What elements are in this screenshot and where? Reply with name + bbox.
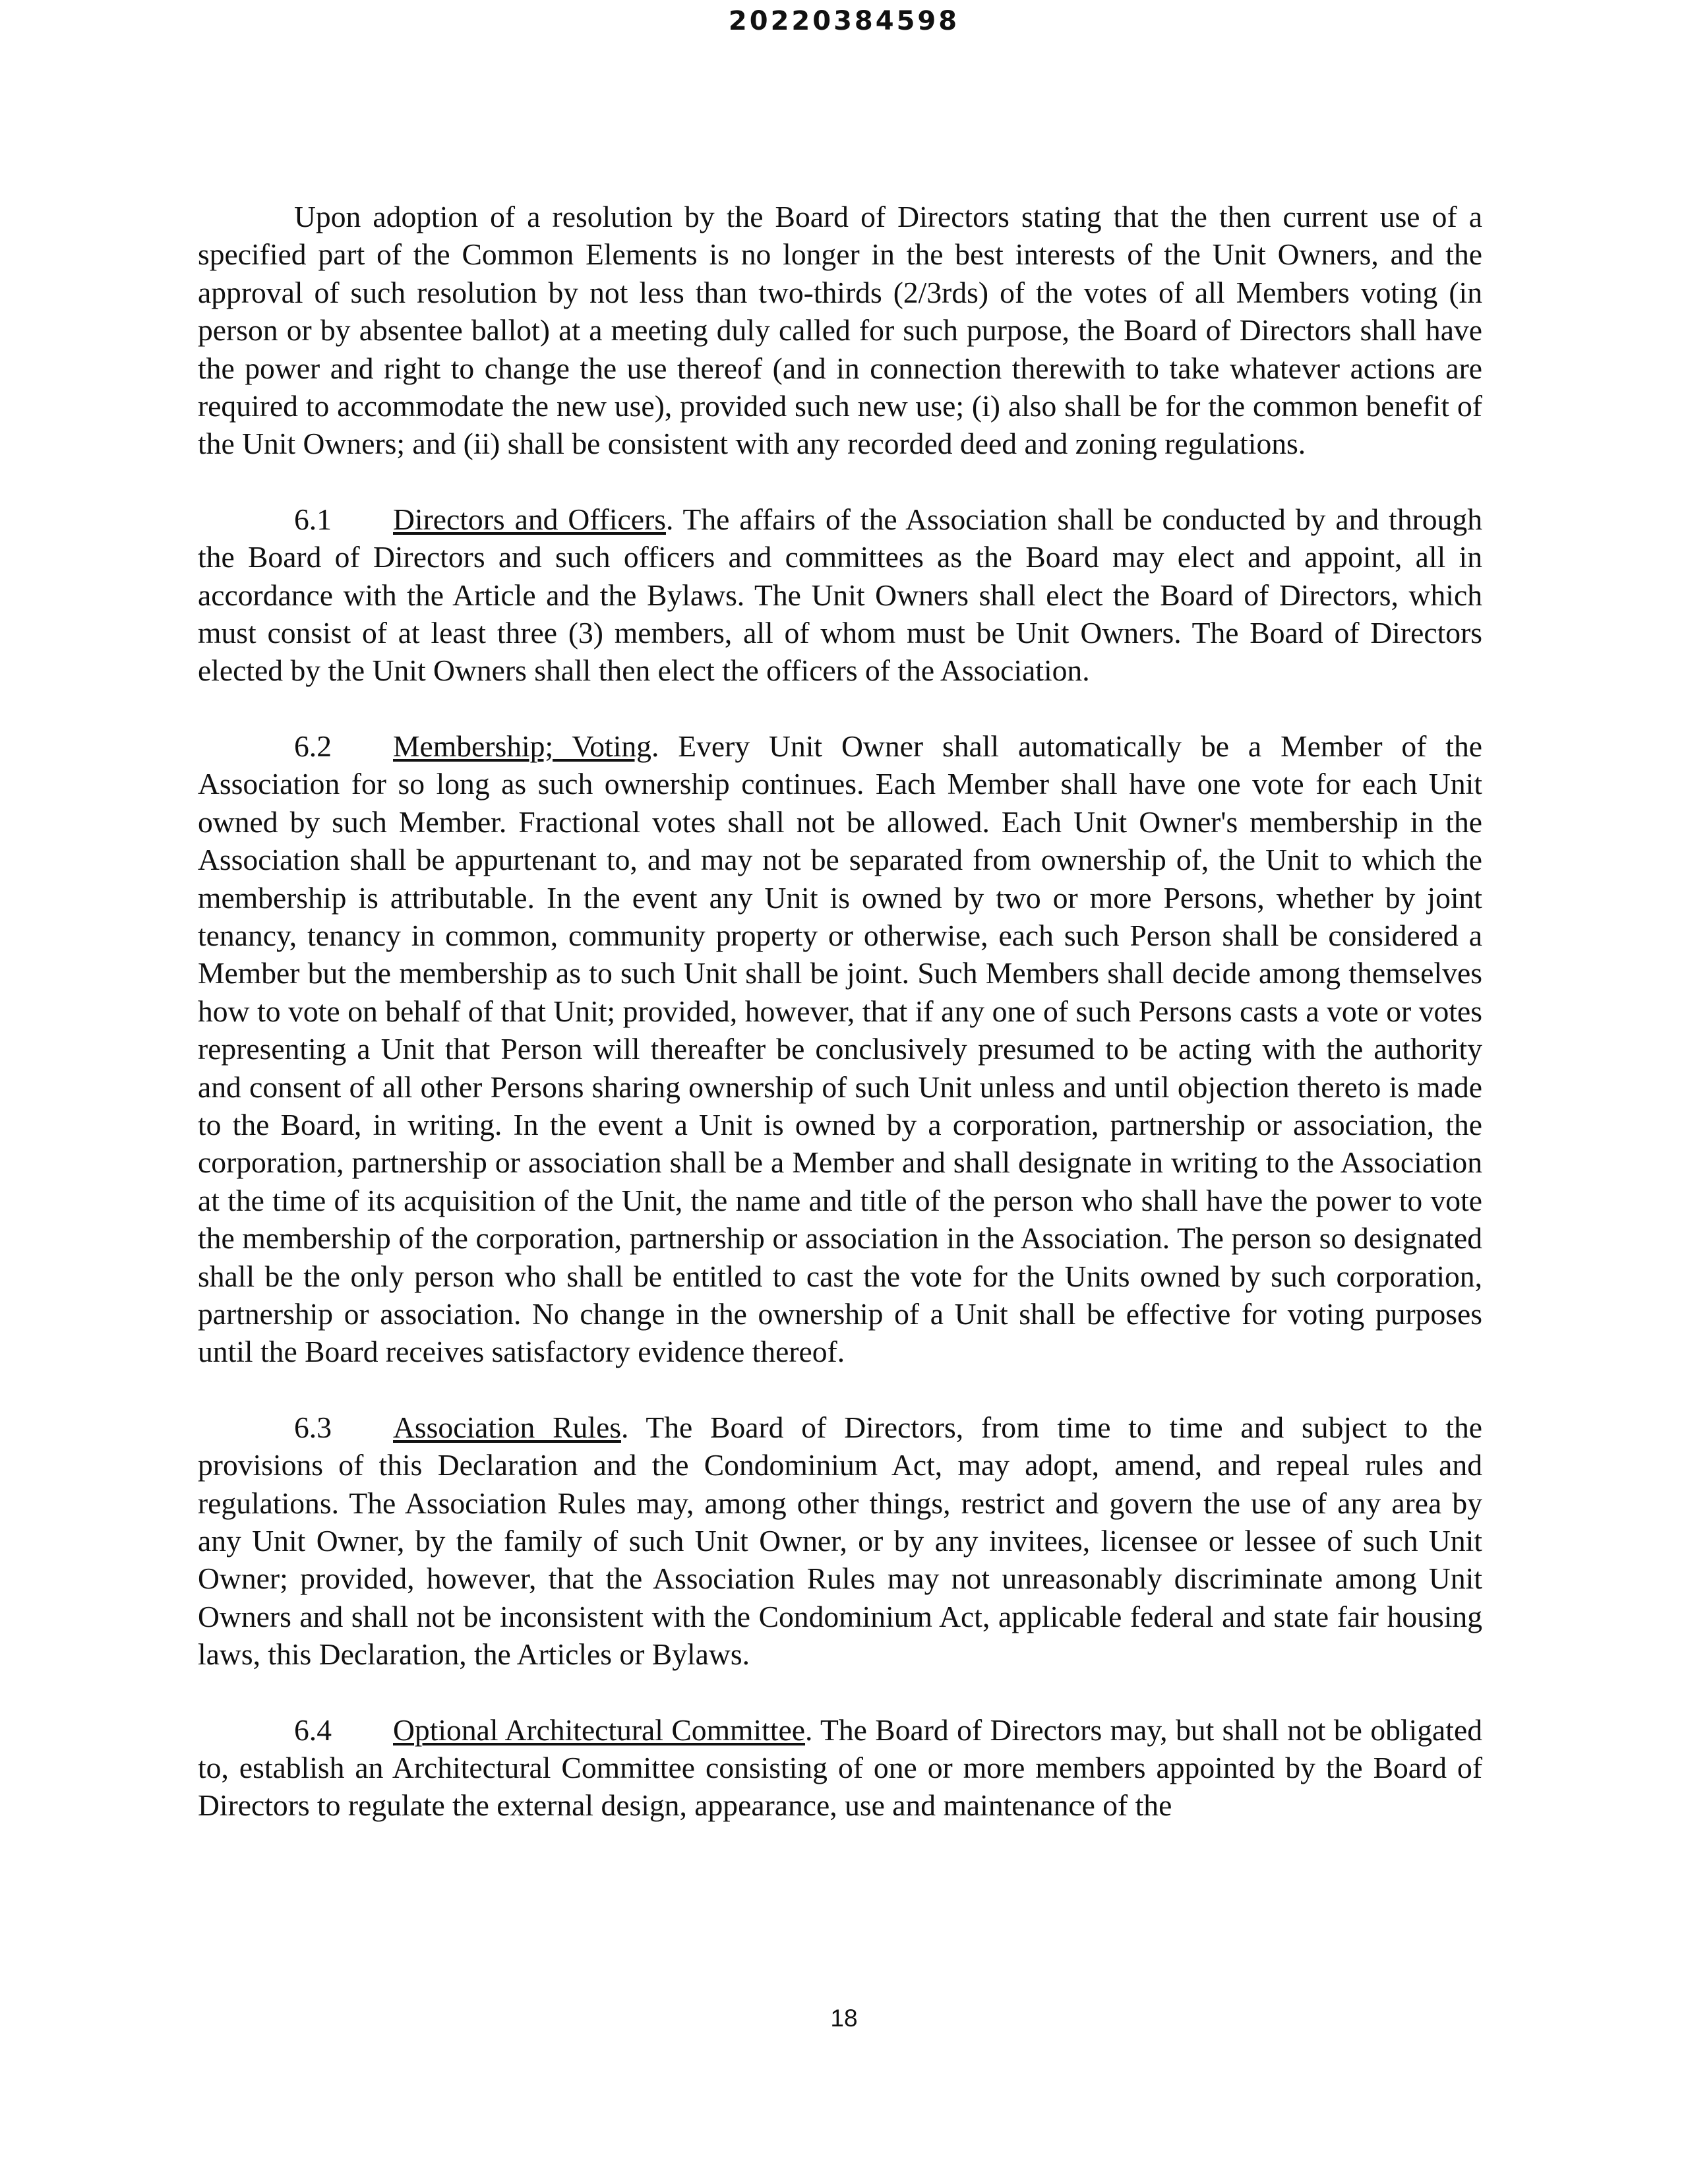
section-number: 6.2: [294, 729, 332, 763]
page-number: 18: [830, 2005, 858, 2032]
section-6-2: [198, 727, 1482, 1371]
section-text: . The Board of Directors may, but shall not be obligated to, establish an Architectural Committee consisting of one or more members appointed by the Board of Directors to regulate the external design, appearance, use and maintenance of the: [198, 1713, 1482, 1823]
section-text: . The affairs of the Association shall be conducted by and through the Board of Directors and such officers and committees as the Board may elect and appoint, all in accordance with the Article and the Bylaws. The Unit Owners shall elect the Board of Directors, which must consist of at least three (3) members, all of whom must be Unit Owners. The Board of Directors elected by the Unit Owners shall then elect the officers of the Association.: [198, 502, 1482, 688]
document-body: [198, 198, 1482, 1862]
section-number: 6.1: [294, 502, 332, 536]
section-6-3: [198, 1409, 1482, 1674]
document-number: 20220384598: [728, 6, 960, 36]
section-6-4: [198, 1711, 1482, 1825]
section-title: Membership; Voting: [393, 729, 651, 763]
section-title: Optional Architectural Committee: [393, 1713, 805, 1747]
intro-paragraph: Upon adoption of a resolution by the Board of Directors stating that the then current use of a specified part of the Common Elements is no longer in the best interests of the Unit Owners, and the approval of such resolution by not less than two-thirds (2/3rds) of the votes of all Members voting (in person or by absentee ballot) at a meeting duly called for such purpose, the Board of Directors shall have the power and right to change the use thereof (and in connection therewith to take whatever actions are required to accommodate the new use), provided such new use; (i) also shall be for the common benefit of the Unit Owners; and (ii) shall be consistent with any recorded deed and zoning regulations.: [198, 200, 1482, 461]
section-number: 6.3: [294, 1410, 332, 1444]
section-number: 6.4: [294, 1713, 332, 1747]
section-text: . Every Unit Owner shall automatically be a Member of the Association for so long as such ownership continues. Each Member shall have one vote for each Unit owned by such Member. Fractional votes shall not be allowed. Each Unit Owner's membership in the Association shall be appurtenant to, and may not be separated from ownership of, the Unit to which the membership is attributable. In the event any Unit is owned by two or more Persons, whether by joint tenancy, tenancy in common, community property or otherwise, each such Person shall be considered a Member but the membership as to such Unit shall be joint. Such Members shall decide among themselves how to vote on behalf of that Unit; provided, however, that if any one of such Persons casts a vote or votes representing a Unit that Person will thereafter be conclusively presumed to be acting with the authority and consent of all other Persons sharing ownership of such Unit unless and until objection thereto is made to the Board, in writing. In the event a Unit is owned by a corporation, partnership or association, the corporation, partnership or association shall be a Member and shall designate in writing to the Association at the time of its acquisition of the Unit, the name and title of the person who shall have the power to vote the membership of the corporation, partnership or association in the Association. The person so designated shall be the only person who shall be entitled to cast the vote for the Units owned by such corporation, partnership or association. No change in the ownership of a Unit shall be effective for voting purposes until the Board receives satisfactory evidence thereof.: [198, 729, 1482, 1369]
section-6-1: [198, 501, 1482, 690]
section-title: Association Rules: [393, 1410, 621, 1444]
section-title: Directors and Officers: [393, 502, 666, 536]
section-text: . The Board of Directors, from time to time and subject to the provisions of this Declaration and the Condominium Act, may adopt, amend, and repeal rules and regulations. The Association Rules may, among other things, restrict and govern the use of any area by any Unit Owner, by the family of such Unit Owner, or by any invitees, licensee or lessee of such Unit Owner; provided, however, that the Association Rules may not unreasonably discriminate among Unit Owners and shall not be inconsistent with the Condominium Act, applicable federal and state fair housing laws, this Declaration, the Articles or Bylaws.: [198, 1410, 1482, 1672]
